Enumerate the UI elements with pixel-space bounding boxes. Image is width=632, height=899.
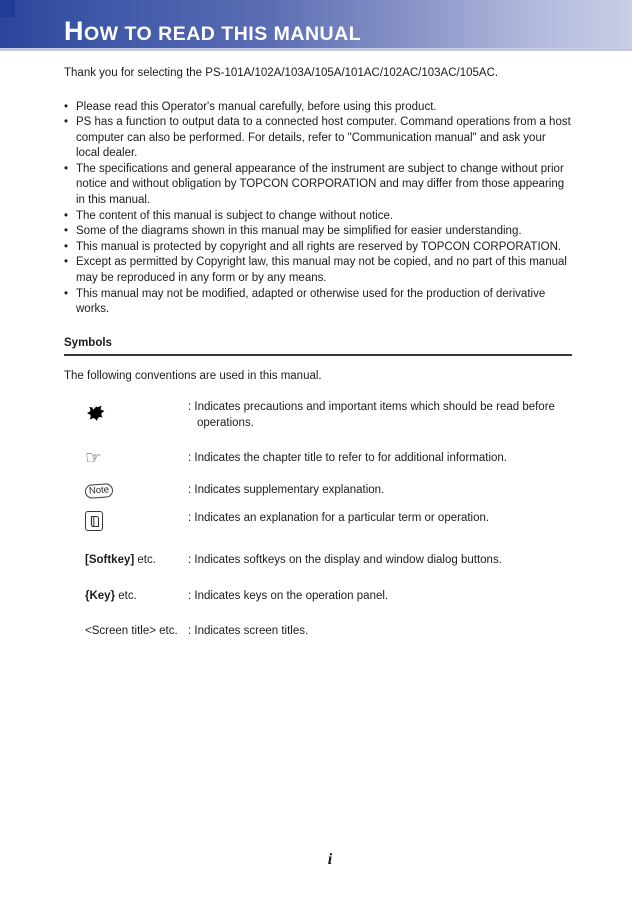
page-body <box>0 66 632 640</box>
softkey-label: [Softkey] etc. <box>85 554 156 567</box>
page-title-lead: H <box>64 16 84 46</box>
precaution-bomb-icon <box>85 400 188 423</box>
bullet-item <box>64 100 572 116</box>
bullet-item <box>64 162 572 209</box>
chapter-header <box>0 0 632 51</box>
bullet-marker: • <box>64 209 69 222</box>
symbol-description: : Indicates screen titles. <box>188 625 309 638</box>
bullet-text: Except as permitted by Copyright law, this manual may not be copied, and no part of this manual may be reproduced in any form or by any means. <box>76 256 567 285</box>
note-icon: Note <box>85 483 114 499</box>
bullet-text: This manual is protected by copyright and all rights are reserved by TOPCON CORPORATION. <box>76 240 562 253</box>
bullet-marker: • <box>64 240 69 253</box>
symbol-row-screen-title <box>64 624 572 640</box>
bullet-item <box>64 255 572 286</box>
symbol-description: : Indicates an explanation for a particular term or operation. <box>188 512 490 525</box>
intro-text: Thank you for selecting the PS-101A/102A/103A/105A/101AC/102AC/103AC/105AC. <box>64 67 499 79</box>
bullet-marker: • <box>64 256 69 269</box>
bullet-marker: • <box>64 162 69 175</box>
symbol-row-note <box>64 483 572 499</box>
symbol-row-reference <box>64 447 572 470</box>
bullet-text: Please read this Operator's manual carefully, before using this product. <box>76 100 437 113</box>
symbol-description: : Indicates precautions and important items which should be read before operations. <box>188 401 555 429</box>
symbols-heading: Symbols <box>64 337 572 356</box>
symbols-intro: The following conventions are used in this manual. <box>64 369 322 382</box>
page-footer <box>0 851 632 869</box>
bullet-marker: • <box>64 116 69 129</box>
pointing-hand-icon: ☞ <box>85 447 103 470</box>
symbol-row-key <box>64 589 572 605</box>
bullet-text: This manual may not be modified, adapted or otherwise used for the production of derivative works. <box>76 287 546 316</box>
page-title-rest: OW TO READ THIS MANUAL <box>84 23 362 45</box>
bullet-item <box>64 115 572 162</box>
symbol-description: : Indicates the chapter title to refer to for additional information. <box>188 452 507 465</box>
page-title <box>64 18 361 45</box>
page-number: i <box>327 851 333 868</box>
bullet-item <box>64 224 572 240</box>
bullet-text: The content of this manual is subject to change without notice. <box>76 209 394 222</box>
bullet-text: Some of the diagrams shown in this manual may be simplified for easier understanding. <box>76 225 522 238</box>
symbol-row-term <box>64 511 572 533</box>
bullet-marker: • <box>64 225 69 238</box>
symbol-description: : Indicates supplementary explanation. <box>188 483 385 496</box>
bullet-item <box>64 209 572 225</box>
header-corner-accent <box>0 0 15 17</box>
key-label: {Key} etc. <box>85 589 137 602</box>
symbol-row-precaution <box>64 400 572 431</box>
bullet-item <box>64 240 572 256</box>
symbols-section <box>64 337 572 640</box>
book-icon <box>85 511 103 531</box>
bullet-item <box>64 287 572 318</box>
bullet-text: The specifications and general appearance of the instrument are subject to change without prior notice and without obligation by TOPCON CORPORATION and may differ from those appearing in this manual. <box>76 162 565 207</box>
bullet-marker: • <box>64 100 69 113</box>
bullet-text: PS has a function to output data to a connected host computer. Command operations from a host computer can also be performed. For details, refer to "Communication manual" and ask your local dealer. <box>76 116 571 160</box>
symbol-row-softkey <box>64 553 572 569</box>
screen-title-label: <Screen title> etc. <box>85 625 178 638</box>
bullet-marker: • <box>64 287 69 300</box>
symbol-description: : Indicates keys on the operation panel. <box>188 589 389 602</box>
symbol-description: : Indicates softkeys on the display and window dialog buttons. <box>188 554 502 567</box>
bullet-list <box>64 100 572 318</box>
